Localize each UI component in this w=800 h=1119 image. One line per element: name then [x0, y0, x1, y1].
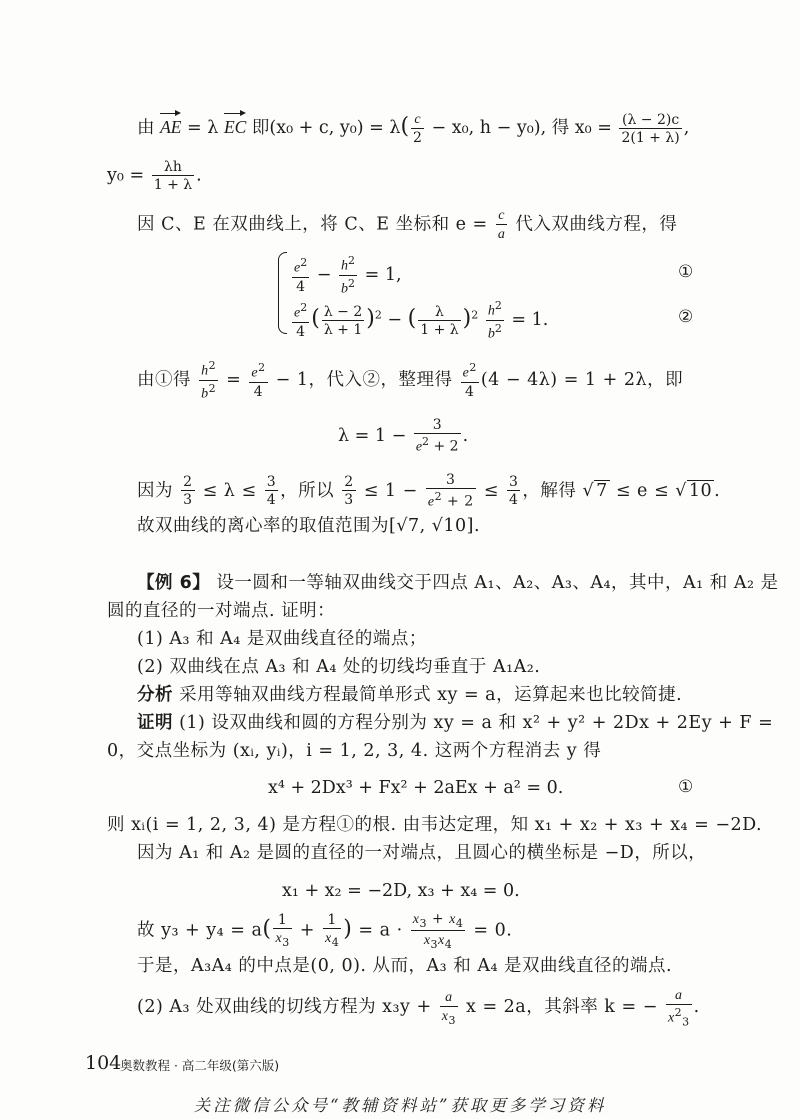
vector-ae: AE — [160, 117, 182, 137]
text: x = 2a，其斜率 k = − — [466, 997, 658, 1018]
text-line: 由 AE = λ EC 即(x₀ + c, y₀) = λ( $\frac{c}{2}$ − x₀, h − y₀), 得 x₀ = $\frac{(\lambda - 2)c}{2(1 + \lambda)}$ , — [137, 111, 690, 146]
text-line: 0，交点坐标为 (xᵢ, yᵢ)，i = 1, 2, 3, 4. 这两个方程消去 y 得 — [107, 741, 602, 761]
equation-tag: ① — [678, 777, 694, 797]
text: ，所以 — [280, 480, 335, 501]
proof-label: 证明 — [137, 713, 173, 733]
equation-1: $\frac{e^2}{4}$ − $\frac{h^2}{b^2}$ = 1, — [294, 254, 402, 297]
text: − x₀, h − y₀), 得 x₀ = — [431, 118, 612, 138]
text-line: 圆的直径的一对端点. 证明： — [107, 601, 336, 621]
text-line: y₀ = $\frac{\lambda h}{1 + \lambda}$ . — [107, 159, 202, 193]
fraction: $\frac{(\lambda - 2)c}{2(1 + \lambda)}$ — [621, 111, 680, 146]
fraction: $\frac{c}{a}$ — [497, 208, 506, 242]
equation-sums: x₁ + x₂ = −2D, x₃ + x₄ = 0. — [282, 881, 520, 901]
text: − 1，代入②，整理得 — [275, 370, 453, 391]
text: = 1. — [511, 310, 549, 331]
text: ≤ — [483, 480, 499, 501]
text: (4 − 4λ) = 1 + 2λ，即 — [480, 370, 684, 391]
text-line: 于是，A₃A₄ 的中点是(0, 0). 从而，A₃ 和 A₄ 是双曲线直径的端点. — [137, 956, 673, 976]
page-number: 104 — [85, 1052, 122, 1074]
equation-tag: ② — [678, 307, 694, 327]
text-line — [137, 208, 677, 242]
text: y₀ = — [107, 165, 145, 186]
equation-2: $\frac{e^2}{4}$ ( $\frac{\lambda - 2}{\lambda + 1}$ )$^2$ − ( $\frac{\lambda}{1 + \lambda}$ )$^2$ $\frac{h^2}{b^2}$ = 1. — [294, 299, 549, 342]
text-line: 故 y₃ + y₄ = a( $\frac{1}{x_3}$ + $\frac{1}{x_4}$ ) = a · $\frac{x_3 + x_4}{x_3x_4}$ = 0. — [137, 911, 513, 951]
text: 即(x₀ + c, y₀) = λ — [251, 118, 401, 138]
text: 由 — [137, 118, 155, 138]
text: = 1, — [364, 265, 402, 286]
text-line — [137, 572, 779, 594]
text-line: (2) A₃ 处双曲线的切线方程为 x₃y + $\frac{a}{x_3}$ x = 2a，其斜率 k = − $\frac{a}{x^2_3}$ . — [137, 988, 700, 1029]
text-line: 由①得 $\frac{h^2}{b^2}$ = $\frac{e^2}{4}$ − 1，代入②，整理得 $\frac{e^2}{4}$ (4 − 4λ) = 1 + 2λ，即 — [137, 359, 684, 402]
analysis-label: 分析 — [137, 685, 173, 705]
equation-quartic: x⁴ + 2Dx³ + Fx² + 2aEx + a² = 0. — [268, 778, 564, 798]
text: (1) 设双曲线和圆的方程分别为 xy = a 和 x² + y² + 2Dx + 2Ey + F = — [179, 713, 774, 733]
text: 因为 — [137, 480, 173, 501]
text-line: λ = 1 − $\frac{3}{e^2 + 2}$ . — [338, 417, 469, 455]
text: 代入双曲线方程，得 — [515, 214, 678, 235]
text: 因 C、E 在双曲线上，将 C、E 坐标和 e = — [137, 214, 488, 235]
book-title: 奥数教程 · 高二年级(第六版) — [120, 1058, 280, 1073]
example-label: 【例 6】 — [137, 573, 211, 593]
text-line: 因为 $\frac{2}{3}$ ≤ λ ≤ $\frac{3}{4}$ ，所以 $\frac{2}{3}$ ≤ 1 − $\frac{3}{e^2 + 2}$ ≤ $\frac{3}{4}$ ，解得 √ 7 ≤ e ≤ √ 10 . — [137, 472, 721, 510]
text: = 0. — [473, 920, 513, 941]
vector-ec: EC — [223, 117, 247, 137]
text-line — [137, 684, 682, 706]
text-line: 故双曲线的离心率的取值范围为[√7, √10]. — [137, 516, 481, 536]
text-line: (1) A₃ 和 A₄ 是双曲线直径的端点； — [137, 629, 427, 649]
fraction: $\frac{c}{2}$ — [413, 112, 422, 146]
text: 由①得 — [137, 370, 191, 391]
watermark-text: 关注微信公众号“教辅资料站”获取更多学习资料 — [193, 1096, 607, 1115]
text: = a · — [358, 920, 403, 941]
text-line: 则 xᵢ(i = 1, 2, 3, 4) 是方程①的根. 由韦达定理，知 x₁ + x₂ + x₃ + x₄ = −2D. — [107, 815, 763, 835]
text: ，解得 — [522, 480, 577, 501]
fraction: $\frac{\lambda h}{1 + \lambda}$ — [153, 159, 193, 193]
text-line: (2) 双曲线在点 A₃ 和 A₄ 处的切线均垂直于 A₁A₂. — [137, 657, 541, 677]
text: ≤ 1 − — [363, 480, 418, 501]
text: ≤ e ≤ — [615, 480, 670, 501]
text: 设一圆和一等轴双曲线交于四点 A₁、A₂、A₃、A₄，其中，A₁ 和 A₂ 是 — [216, 573, 779, 593]
text: 采用等轴双曲线方程最简单形式 xy = a，运算起来也比较简捷. — [179, 685, 683, 705]
text: 故 y₃ + y₄ = a — [137, 920, 263, 941]
brace — [278, 252, 287, 334]
text: λ = 1 − — [338, 425, 407, 446]
text-line: 因为 A₁ 和 A₂ 是圆的直径的一对端点，且圆心的横坐标是 −D，所以， — [137, 843, 707, 863]
text: (2) A₃ 处双曲线的切线方程为 x₃y + — [137, 997, 432, 1018]
text-line — [137, 712, 773, 734]
text: = λ — [187, 118, 219, 138]
text: ≤ λ ≤ — [202, 480, 257, 501]
equation-tag: ① — [678, 262, 694, 282]
